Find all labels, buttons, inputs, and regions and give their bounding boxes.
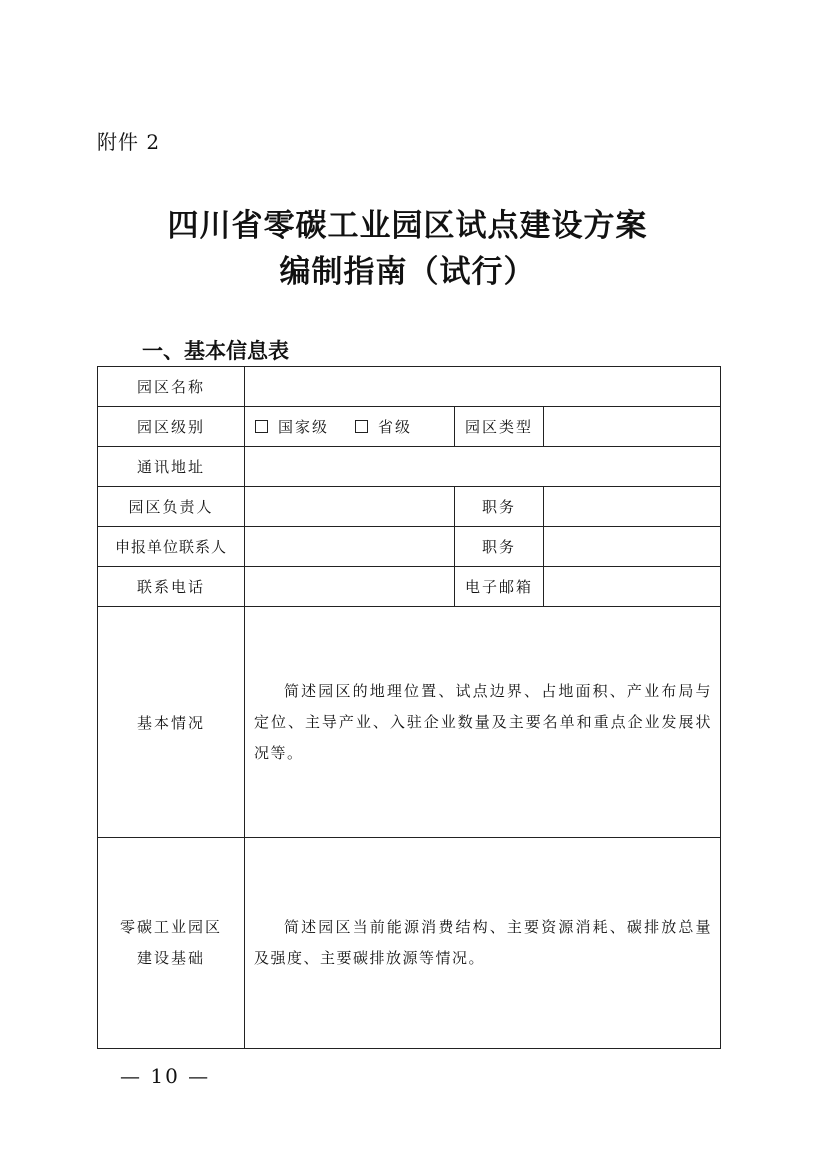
applicant-contact-field[interactable] <box>245 527 455 567</box>
park-level-label: 园区级别 <box>98 407 245 447</box>
basic-info-label: 基本情况 <box>98 607 245 838</box>
provincial-level-label: 省级 <box>378 418 413 436</box>
email-field[interactable] <box>544 567 721 607</box>
table-row <box>98 527 721 567</box>
attachment-label: 附件 2 <box>97 130 161 154</box>
applicant-position-field[interactable] <box>544 527 721 567</box>
basic-info-description[interactable]: 简述园区的地理位置、试点边界、占地面积、产业布局与定位、主导产业、入驻企业数量及主要名单和重点企业发展状况等。 <box>245 607 721 838</box>
phone-field[interactable] <box>245 567 455 607</box>
park-type-label: 园区类型 <box>455 407 544 447</box>
document-title-line1: 四川省零碳工业园区试点建设方案 <box>167 208 648 244</box>
position-label: 职务 <box>455 527 544 567</box>
national-level-label: 国家级 <box>278 418 330 436</box>
basic-info-table <box>97 366 721 1049</box>
national-level-checkbox[interactable] <box>255 420 268 433</box>
document-title-line2: 编制指南（试行） <box>279 254 536 290</box>
table-row <box>98 407 721 447</box>
foundation-label <box>98 838 245 1049</box>
page-number: — 10 — <box>120 1064 211 1088</box>
provincial-level-checkbox[interactable] <box>355 420 368 433</box>
applicant-contact-label: 申报单位联系人 <box>98 527 245 567</box>
park-level-options <box>245 407 455 447</box>
park-head-field[interactable] <box>245 487 455 527</box>
table-row <box>98 567 721 607</box>
park-name-field[interactable] <box>245 367 721 407</box>
address-field[interactable] <box>245 447 721 487</box>
section-heading: 一、基本信息表 <box>142 339 289 363</box>
table-row <box>98 487 721 527</box>
park-type-field[interactable] <box>544 407 721 447</box>
table-row <box>98 367 721 407</box>
table-row <box>98 838 721 1049</box>
park-head-label: 园区负责人 <box>98 487 245 527</box>
park-name-label: 园区名称 <box>98 367 245 407</box>
foundation-label-line2: 建设基础 <box>136 949 205 967</box>
email-label: 电子邮箱 <box>455 567 544 607</box>
foundation-description[interactable]: 简述园区当前能源消费结构、主要资源消耗、碳排放总量及强度、主要碳排放源等情况。 <box>245 838 721 1049</box>
table-row <box>98 607 721 838</box>
foundation-label-line1: 零碳工业园区 <box>119 918 222 936</box>
table-row <box>98 447 721 487</box>
park-head-position-field[interactable] <box>544 487 721 527</box>
address-label: 通讯地址 <box>98 447 245 487</box>
phone-label: 联系电话 <box>98 567 245 607</box>
position-label: 职务 <box>455 487 544 527</box>
